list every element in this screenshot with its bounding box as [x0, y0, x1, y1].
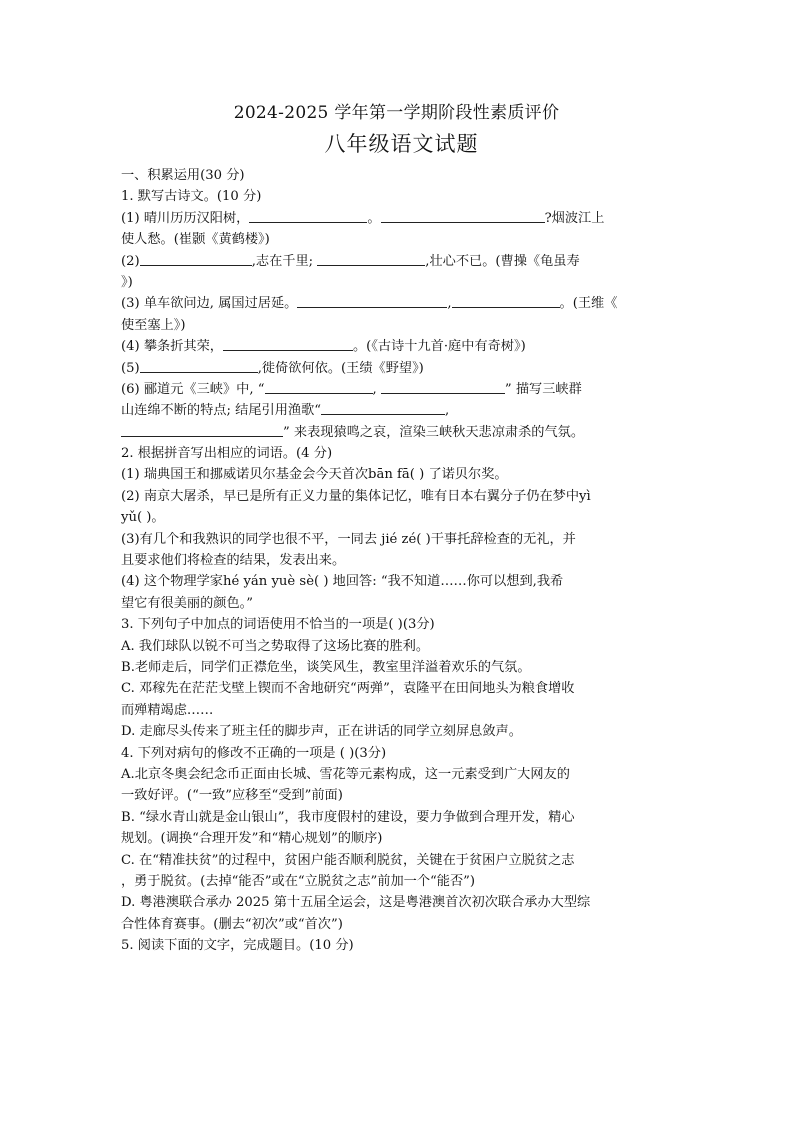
line-text: (4) 这个物理学家hé yán yuè sè( ) 地回答: “我不知道……你可以想到,我希 [121, 574, 564, 590]
line-text: , [372, 381, 381, 397]
answer-blank[interactable] [121, 422, 283, 437]
answer-blank[interactable] [452, 293, 560, 308]
answer-blank[interactable] [265, 379, 373, 394]
text-line-q2-3-a [121, 529, 669, 550]
text-line-q3-c-a [121, 678, 669, 699]
line-text: (1) 瑞典国王和挪威诺贝尔基金会今天首次bān fā( ) 了诺贝尔奖。 [121, 467, 508, 483]
text-line-q3-b [121, 657, 669, 678]
text-line-q1-6-b [121, 400, 669, 421]
text-line-q4-d-b [121, 914, 669, 935]
line-text: A. 我们球队以锐不可当之势取得了这场比赛的胜利。 [121, 638, 430, 654]
text-line-q4-b-b [121, 828, 669, 849]
text-line-q1-5 [121, 358, 669, 379]
text-line-q4-heading [121, 743, 669, 764]
line-text: (4) 攀条折其荣， [121, 339, 223, 355]
exam-body [121, 165, 669, 956]
line-text: 而殚精竭虑…… [121, 702, 214, 718]
line-text: 4. 下列对病句的修改不正确的一项是 ( )(3分) [121, 745, 387, 761]
line-text: ,壮心不已。(曹操《龟虽寿 [425, 253, 580, 269]
text-line-q3-a [121, 636, 669, 657]
line-text: 2. 根据拼音写出相应的词语。(4 分) [121, 446, 333, 462]
line-text: D. 走廊尽头传来了班主任的脚步声，正在讲话的同学立刻屏息敛声。 [121, 724, 522, 740]
line-text: 。(王维《 [559, 296, 618, 312]
line-text: ?烟波江上 [544, 210, 605, 226]
answer-blank[interactable] [249, 208, 367, 223]
line-text: 望它有很美丽的颜色。” [121, 595, 254, 611]
line-text: 一、积累运用(30 分) [121, 168, 245, 183]
line-text: (2) [121, 253, 140, 269]
line-text: 。(《古诗十九首·庭中有奇树》) [353, 339, 526, 355]
line-text: yǔ( )。 [121, 510, 165, 526]
text-line-q2-1 [121, 464, 669, 485]
text-line-q1-2-b [121, 272, 669, 293]
text-line-q2-2-a [121, 486, 669, 507]
text-line-q1-3-a [121, 293, 669, 314]
text-line-q1-2-a [121, 251, 669, 272]
line-text: B. “绿水青山就是金山银山”，我市度假村的建设，要力争做到合理开发，精心 [121, 809, 575, 825]
text-line-q4-c-a [121, 850, 669, 871]
text-line-q1-6-a [121, 379, 669, 400]
answer-blank[interactable] [140, 358, 258, 373]
line-text: 且要求他们将检查的结果，发表出来。 [121, 553, 346, 569]
line-text: 1. 默写古诗文。(10 分) [121, 189, 262, 205]
line-text: A.北京冬奥会纪念币正面由长城、雪花等元素构成，这一元素受到广大网友的 [121, 766, 570, 782]
line-text: 3. 下列句子中加点的词语使用不恰当的一项是( )(3分) [121, 617, 435, 633]
line-text: (5) [121, 360, 140, 376]
text-line-q4-d-a [121, 892, 669, 913]
line-text: 一致好评。(“一致”应移至“受到”前面) [121, 788, 343, 804]
line-text: 使人愁。(崔颢《黄鹤楼》) [121, 232, 270, 248]
line-text: (3)有几个和我熟识的同学也很不平，一同去 jié zé( )干事托辞检查的无礼，并 [121, 531, 576, 547]
line-text: 合性体育赛事。(删去“初次”或“首次”) [121, 916, 343, 932]
line-text: 使至塞上》) [121, 317, 186, 333]
exam-term-title: 2024-2025 学年第一学期阶段性素质评价 [233, 103, 560, 123]
line-text: (2) 南京大屠杀，早已是所有正义力量的集体记忆，唯有日本右翼分子仍在梦中yì [121, 488, 591, 504]
text-line-q4-b-a [121, 807, 669, 828]
line-text: , [447, 296, 452, 312]
line-text: ,志在千里; [251, 253, 318, 269]
text-line-q1-3-b [121, 315, 669, 336]
text-line-q1-6-c [121, 422, 669, 443]
text-line-q1-1-a [121, 208, 669, 229]
answer-blank[interactable] [140, 251, 252, 266]
text-line-q2-3-b [121, 550, 669, 571]
text-line-q3-heading [121, 614, 669, 635]
text-line-q2-4-b [121, 593, 669, 614]
text-line-q4-a-a [121, 764, 669, 785]
line-text: 5. 阅读下面的文字，完成题目。(10 分) [121, 938, 354, 954]
line-text: ” 描写三峡群 [504, 381, 582, 397]
line-text: D. 粤港澳联合承办 2025 第十五届全运会，这是粤港澳首次初次联合承办大型综 [121, 895, 591, 911]
text-line-q3-d [121, 721, 669, 742]
answer-blank[interactable] [317, 251, 425, 266]
answer-blank[interactable] [223, 336, 353, 351]
line-text: 。 [367, 210, 381, 226]
text-line-section-1-heading [121, 165, 669, 186]
answer-blank[interactable] [321, 400, 445, 415]
line-text: C. 在“精准扶贫”的过程中，贫困户能否顺利脱贫，关键在于贫困户立脱贫之志 [121, 852, 575, 868]
answer-blank[interactable] [381, 208, 545, 223]
text-line-q1-heading [121, 186, 669, 207]
text-line-q2-4-a [121, 571, 669, 592]
line-text: C. 邓稼先在茫茫戈壁上锲而不舍地研究“两弹”，袁隆平在田间地头为粮食增收 [121, 681, 575, 697]
text-line-q1-1-b [121, 229, 669, 250]
exam-subject-title: 八年级语文试题 [324, 132, 479, 156]
line-text: 》) [121, 274, 133, 290]
answer-blank[interactable] [381, 379, 505, 394]
line-text: B.老师走后，同学们正襟危坐，谈笑风生，教室里洋溢着欢乐的气氛。 [121, 659, 531, 675]
line-text: , [445, 403, 450, 419]
text-line-q4-c-b [121, 871, 669, 892]
line-text: ” 来表现猿鸣之哀，渲染三峡秋天悲凉肃杀的气氛。 [283, 424, 585, 440]
text-line-q5-heading [121, 935, 669, 956]
text-line-q1-4 [121, 336, 669, 357]
answer-blank[interactable] [297, 293, 447, 308]
line-text: (3) 单车欲问边, 属国过居延。 [121, 296, 298, 312]
text-line-q2-2-b [121, 507, 669, 528]
line-text: 山连绵不断的特点; 结尾引用渔歌“ [121, 403, 322, 419]
line-text: ，勇于脱贫。(去掉“能否”或在“立脱贫之志”前加一个“能否”) [121, 873, 476, 889]
text-line-q2-heading [121, 443, 669, 464]
text-line-q4-a-b [121, 785, 669, 806]
text-line-q3-c-b [121, 700, 669, 721]
line-text: 规划。(调换“合理开发”和“精心规划”的顺序) [121, 831, 383, 847]
line-text: (1) 晴川历历汉阳树， [121, 210, 250, 226]
line-text: (6) 郦道元《三峡》中, “ [121, 381, 265, 397]
line-text: ,徙倚欲何依。(王绩《野望》) [257, 360, 424, 376]
